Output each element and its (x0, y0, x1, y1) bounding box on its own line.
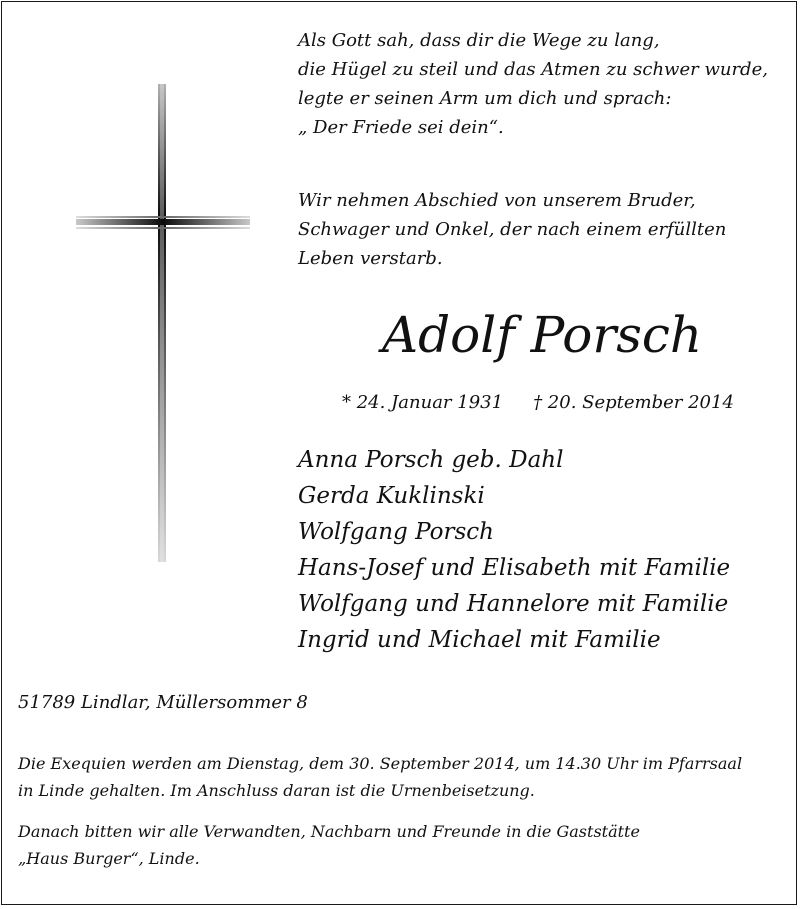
mourner-name: Gerda Kuklinski (298, 483, 485, 509)
birth-date: * 24. Januar 1931 (342, 392, 504, 413)
farewell-line: Wir nehmen Abschied von unserem Bruder, (298, 190, 696, 211)
life-dates (342, 392, 734, 413)
exequies-line: in Linde gehalten. Im Anschluss daran ist die Urnenbeisetzung. (18, 781, 535, 800)
mourners-list (298, 442, 730, 658)
reception-line: Danach bitten wir alle Verwandten, Nachbarn und Freunde in die Gaststätte (18, 822, 640, 841)
cross-icon (74, 84, 252, 562)
cross-horizontal-beam (76, 219, 250, 225)
cross-upper-line (76, 216, 250, 218)
mourner-name: Anna Porsch geb. Dahl (298, 447, 564, 473)
poem-verse (298, 26, 768, 142)
mourner-name: Wolfgang Porsch (298, 519, 494, 545)
poem-line: die Hügel zu steil und das Atmen zu schwer wurde, (298, 59, 768, 80)
reception-line: „Haus Burger“, Linde. (18, 849, 200, 868)
mourner-name: Hans-Josef und Elisabeth mit Familie (298, 555, 731, 581)
exequies-line: Die Exequien werden am Dienstag, dem 30. September 2014, um 14.30 Uhr im Pfarrsaal (18, 754, 743, 773)
farewell-text (298, 186, 726, 273)
family-address: 51789 Lindlar, Müllersommer 8 (18, 692, 308, 713)
poem-line: „ Der Friede sei dein“. (298, 117, 504, 138)
farewell-line: Schwager und Onkel, der nach einem erfüllten (298, 219, 727, 240)
reception-text (18, 818, 640, 872)
exequies-text (18, 750, 742, 804)
mourner-name: Ingrid und Michael mit Familie (298, 627, 661, 653)
death-date: † 20. September 2014 (533, 392, 734, 413)
poem-line: legte er seinen Arm um dich und sprach: (298, 88, 672, 109)
deceased-name: Adolf Porsch (382, 306, 703, 364)
obituary-notice (1, 1, 797, 905)
farewell-line: Leben verstarb. (298, 248, 443, 269)
poem-line: Als Gott sah, dass dir die Wege zu lang, (298, 30, 660, 51)
cross-lower-line (76, 227, 250, 229)
mourner-name: Wolfgang und Hannelore mit Familie (298, 591, 729, 617)
